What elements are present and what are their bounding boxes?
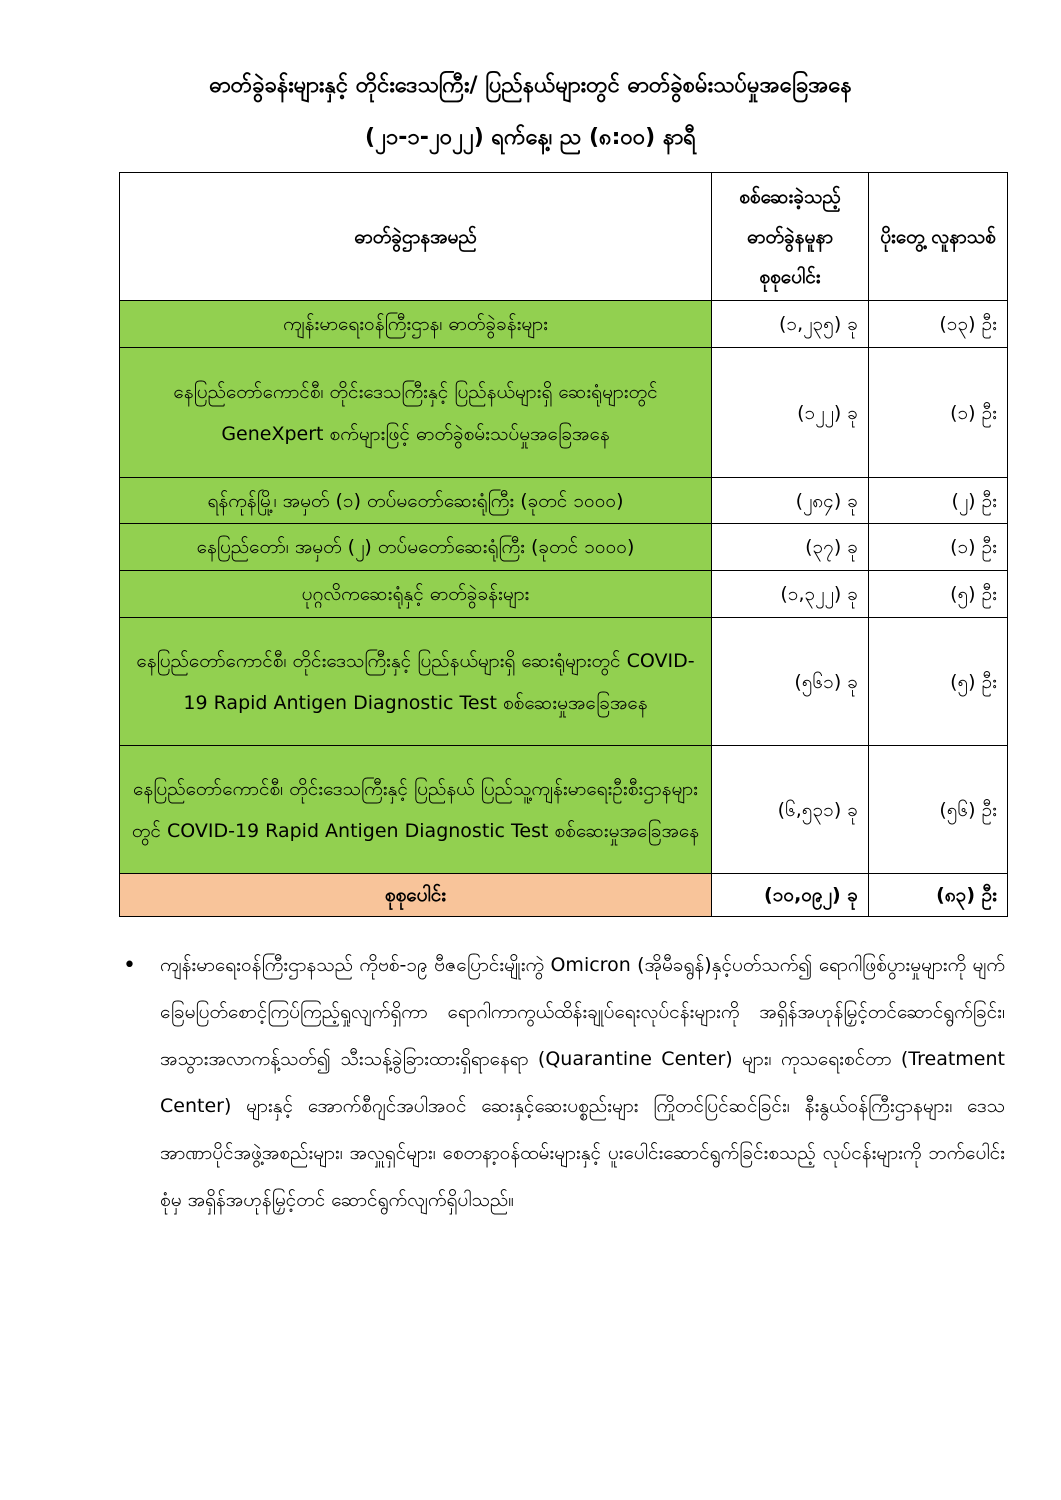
lab-testing-table (119, 172, 1008, 917)
row-lab-name: ရန်ကုန်မြို့၊ အမှတ် (၁) တပ်မတော်ဆေးရုံကြီး (ခုတင် ၁၀၀၀) (120, 478, 712, 524)
table-row (120, 618, 1008, 746)
row-tested: (၁၂၂) ခု (712, 348, 869, 478)
row-positive: (၁၃) ဦး (869, 301, 1008, 348)
row-lab-name: နေပြည်တော်ကောင်စီ၊ တိုင်းဒေသကြီးနှင့် ပြည်နယ်များရှိ ဆေးရုံများတွင် GeneXpert စက်များဖြင့် ဓာတ်ခွဲစမ်းသပ်မှုအခြေအနေ (120, 348, 712, 478)
table-row (120, 746, 1008, 874)
total-positive: (၈၃) ဦး (869, 874, 1008, 917)
row-tested: (၁,၂၃၅) ခု (712, 301, 869, 348)
row-tested: (၂၈၄) ခု (712, 478, 869, 524)
row-lab-name: နေပြည်တော်ကောင်စီ၊ တိုင်းဒေသကြီးနှင့် ပြည်နယ် ပြည်သူ့ကျန်းမာရေးဦးစီးဌာနများတွင် COVID-19 Rapid Antigen Diagnostic Test စစ်ဆေးမှုအခြေအနေ (120, 746, 712, 874)
row-positive: (၅၆) ဦး (869, 746, 1008, 874)
table-row (120, 571, 1008, 618)
row-positive: (၅) ဦး (869, 571, 1008, 618)
row-tested: (၁,၃၂၂) ခု (712, 571, 869, 618)
row-tested: (၆,၅၃၁) ခု (712, 746, 869, 874)
header-new-positive: ပိုးတွေ့ လူနာသစ် (869, 173, 1008, 301)
table-header-row (120, 173, 1008, 301)
document-subtitle-date: (၂၁-၁-၂၀၂၂) ရက်နေ့၊ ည (၈:၀၀) နာရီ (365, 125, 696, 150)
row-tested: (၅၆၁) ခု (712, 618, 869, 746)
row-lab-name: နေပြည်တော်၊ အမှတ် (၂) တပ်မတော်ဆေးရုံကြီး (ခုတင် ၁၀၀၀) (120, 524, 712, 571)
table-total-row (120, 874, 1008, 917)
header-lab-name: ဓာတ်ခွဲဌာနအမည် (120, 173, 712, 301)
row-positive: (၁) ဦး (869, 348, 1008, 478)
table-row (120, 301, 1008, 348)
row-positive: (၁) ဦး (869, 524, 1008, 571)
table-row (120, 348, 1008, 478)
header-tested-samples: စစ်ဆေးခဲ့သည့် ဓာတ်ခွဲနမူနာ စုစုပေါင်း (712, 173, 869, 301)
row-tested: (၃၇) ခု (712, 524, 869, 571)
row-lab-name: ပုဂ္ဂလိကဆေးရုံနှင့် ဓာတ်ခွဲခန်းများ (120, 571, 712, 618)
row-lab-name: နေပြည်တော်ကောင်စီ၊ တိုင်းဒေသကြီးနှင့် ပြည်နယ်များရှိ ဆေးရုံများတွင် COVID-19 Rapid Antigen Diagnostic Test စစ်ဆေးမှုအခြေအနေ (120, 618, 712, 746)
row-positive: (၂) ဦး (869, 478, 1008, 524)
bullet-marker: • (123, 953, 136, 978)
row-positive: (၅) ဦး (869, 618, 1008, 746)
row-lab-name: ကျန်းမာရေးဝန်ကြီးဌာန၊ ဓာတ်ခွဲခန်းများ (120, 301, 712, 348)
document-title: ဓာတ်ခွဲခန်းများနှင့် တိုင်းဒေသကြီး/ ပြည်နယ်များတွင် ဓာတ်ခွဲစမ်းသပ်မှုအခြေအနေ (209, 73, 852, 98)
table-row (120, 524, 1008, 571)
table-row (120, 478, 1008, 524)
ministry-statement-paragraph: ကျန်းမာရေးဝန်ကြီးဌာနသည် ကိုဗစ်-၁၉ ဗီဇပြောင်းမျိုးကွဲ Omicron (အိုမီခရွန်)နှင့်ပတ်သက်၍ ရောဂါဖြစ်ပွားမှုများကို မျက်ခြေမပြတ်စောင့်ကြပ်ကြည့်ရှုလျက်ရှိကာ ရောဂါကာကွယ်ထိန်းချုပ်ရေးလုပ်ငန်းများကို အရှိန်အဟုန်မြှင့်တင်ဆောင်ရွက်ခြင်း၊ အသွားအလာကန့်သတ်၍ သီးသန့်ခွဲခြားထားရှိရာနေရာ (Quarantine Center) များ၊ ကုသရေးစင်တာ (Treatment Center) များနှင့် အောက်စီဂျင်အပါအဝင် ဆေးနှင့်ဆေးပစ္စည်းများ ကြိုတင်ပြင်ဆင်ခြင်း၊ နီးနွယ်ဝန်ကြီးဌာနများ၊ ဒေသအာဏာပိုင်အဖွဲ့အစည်းများ၊ အလှူရှင်များ၊ စေတနာ့ဝန်ထမ်းများနှင့် ပူးပေါင်းဆောင်ရွက်ခြင်းစသည့် လုပ်ငန်းများကို ဘက်ပေါင်းစုံမှ အရှိန်အဟုန်မြှင့်တင် ဆောင်ရွက်လျက်ရှိပါသည်။ (160, 954, 1005, 1211)
total-label: စုစုပေါင်း (120, 874, 712, 917)
total-tested: (၁၀,၀၉၂) ခု (712, 874, 869, 917)
